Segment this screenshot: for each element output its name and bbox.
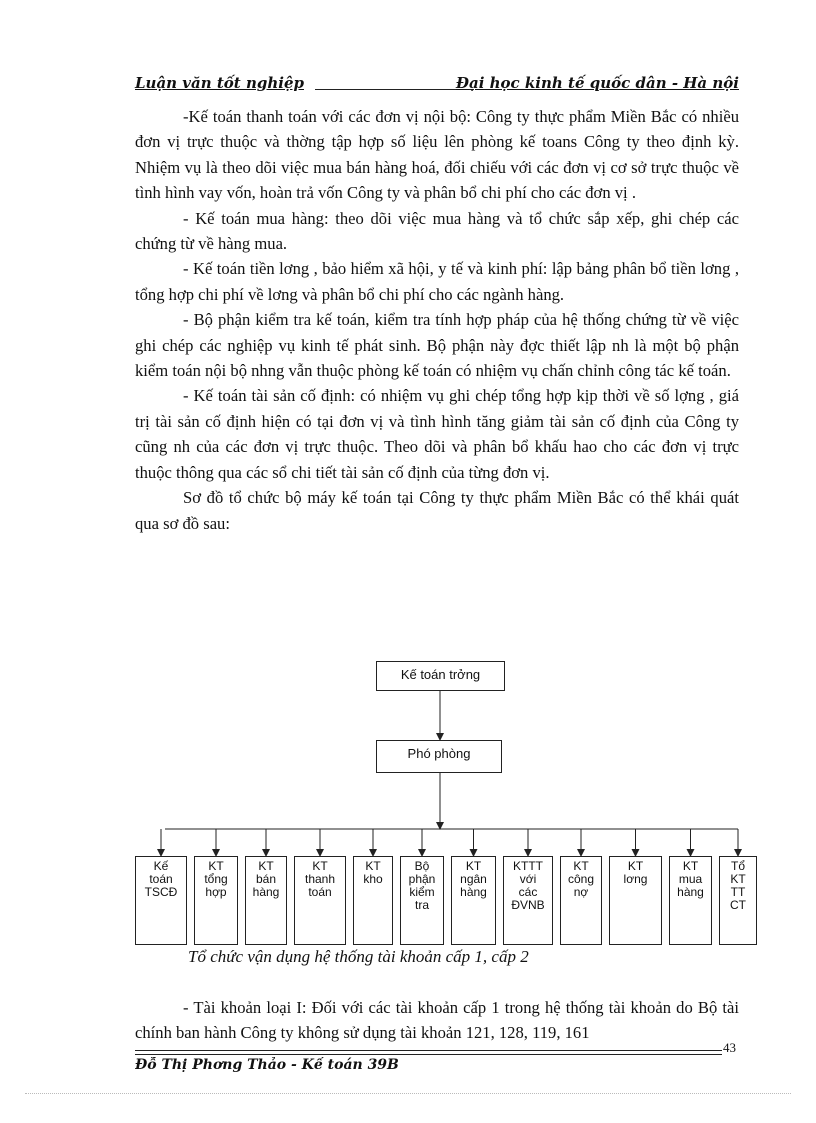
- unit-box-purchase: KT mua hàng: [669, 856, 712, 945]
- paragraph-audit-department: - Bộ phận kiểm tra kế toán, kiểm tra tính hợp pháp của hệ thống chứng từ về việc ghi chép các nghiệp vụ kinh tế phát sinh. Bộ phận này đợc thiết lập nh là một bộ phận kiểm toán nội bộ nhng vẫn thuộc phòng kế toán có nhiệm vụ chấn chỉnh công tác kế toán.: [135, 310, 739, 381]
- chart-caption: Tổ chức vận dụng hệ thống tài khoản cấp 1, cấp 2: [188, 947, 529, 966]
- page-bottom-dotted-divider: [25, 1093, 791, 1094]
- unit-box-tscd: Kế toán TSCĐ: [135, 856, 187, 945]
- box-deputy-head: Phó phòng: [376, 740, 502, 773]
- tail-text: [135, 995, 739, 1046]
- header-thesis-label: Luận văn tốt nghiệp: [135, 74, 304, 92]
- page-header: [135, 74, 739, 94]
- page-number: 43: [723, 1040, 736, 1055]
- header-rule: [315, 89, 474, 90]
- page-footer-author: Đỗ Thị Phơng Thảo - Kế toán 39B: [135, 1057, 399, 1073]
- footer-rule-double: [135, 1054, 722, 1055]
- unit-box-bank: KT ngân hàng: [451, 856, 496, 945]
- unit-box-audit: Bộ phận kiểm tra: [400, 856, 444, 945]
- unit-box-internal: KTTT với các ĐVNB: [503, 856, 553, 945]
- unit-box-warehouse: KT kho: [353, 856, 393, 945]
- box-chief-accountant: Kế toán trởng: [376, 661, 505, 691]
- paragraph-account-type-1: - Tài khoản loại I: Đối với các tài khoản cấp 1 trong hệ thống tài khoản do Bộ tài chính ban hành Công ty không sử dụng tài khoản 121, 128, 119, 161: [135, 998, 739, 1043]
- paragraph-chart-intro: Sơ đồ tổ chức bộ máy kế toán tại Công ty thực phẩm Miền Bắc có thể khái quát qua sơ đồ sau:: [135, 488, 739, 533]
- paragraph-salary-accounting: - Kế toán tiền lơng , bảo hiểm xã hội, y tế và kinh phí: lập bảng phân bổ tiền lơng , tổng hợp chi phí về lơng và phân bổ chi phí cho các ngành hàng.: [135, 259, 739, 304]
- unit-box-doc-check: Tổ KT TT CT: [719, 856, 757, 945]
- footer-rule: [135, 1050, 722, 1051]
- body-text: [135, 104, 739, 536]
- unit-box-debt: KT công nợ: [560, 856, 602, 945]
- unit-box-salary: KT lơng: [609, 856, 662, 945]
- paragraph-internal-payment: -Kế toán thanh toán với các đơn vị nội bộ: Công ty thực phẩm Miền Bắc có nhiều đơn vị trực thuộc và thờng tập hợp số liệu lên phòng kế toans Công ty theo định kỳ. Nhiệm vụ là theo dõi việc mua bán hàng hoá, đối chiếu với các đơn vị cơ sở trực thuộc về tình hình vay vốn, hoàn trả vốn Công ty và phân bổ chi phí cho các đơn vị .: [135, 107, 739, 203]
- paragraph-purchase-accounting: - Kế toán mua hàng: theo dõi việc mua hàng và tổ chức sắp xếp, ghi chép các chứng từ về hàng mua.: [135, 208, 739, 254]
- unit-box-payment: KT thanh toán: [294, 856, 346, 945]
- header-university-label: Đại học kinh tế quốc dân - Hà nội: [455, 74, 739, 92]
- unit-box-general: KT tổng hợp: [194, 856, 238, 945]
- paragraph-fixed-assets: - Kế toán tài sản cố định: có nhiệm vụ ghi chép tổng hợp kịp thời về số lợng , giá trị tài sản cố định hiện có tại đơn vị và tình hình tăng giảm tài sản cố định của Công ty cũng nh của các đơn vị trực thuộc. Theo dõi và phân bổ khấu hao cho các đơn vị trực thuộc thông qua các sổ chi tiết tài sản cố định của từng đơn vị.: [135, 386, 739, 482]
- unit-box-sales: KT bán hàng: [245, 856, 287, 945]
